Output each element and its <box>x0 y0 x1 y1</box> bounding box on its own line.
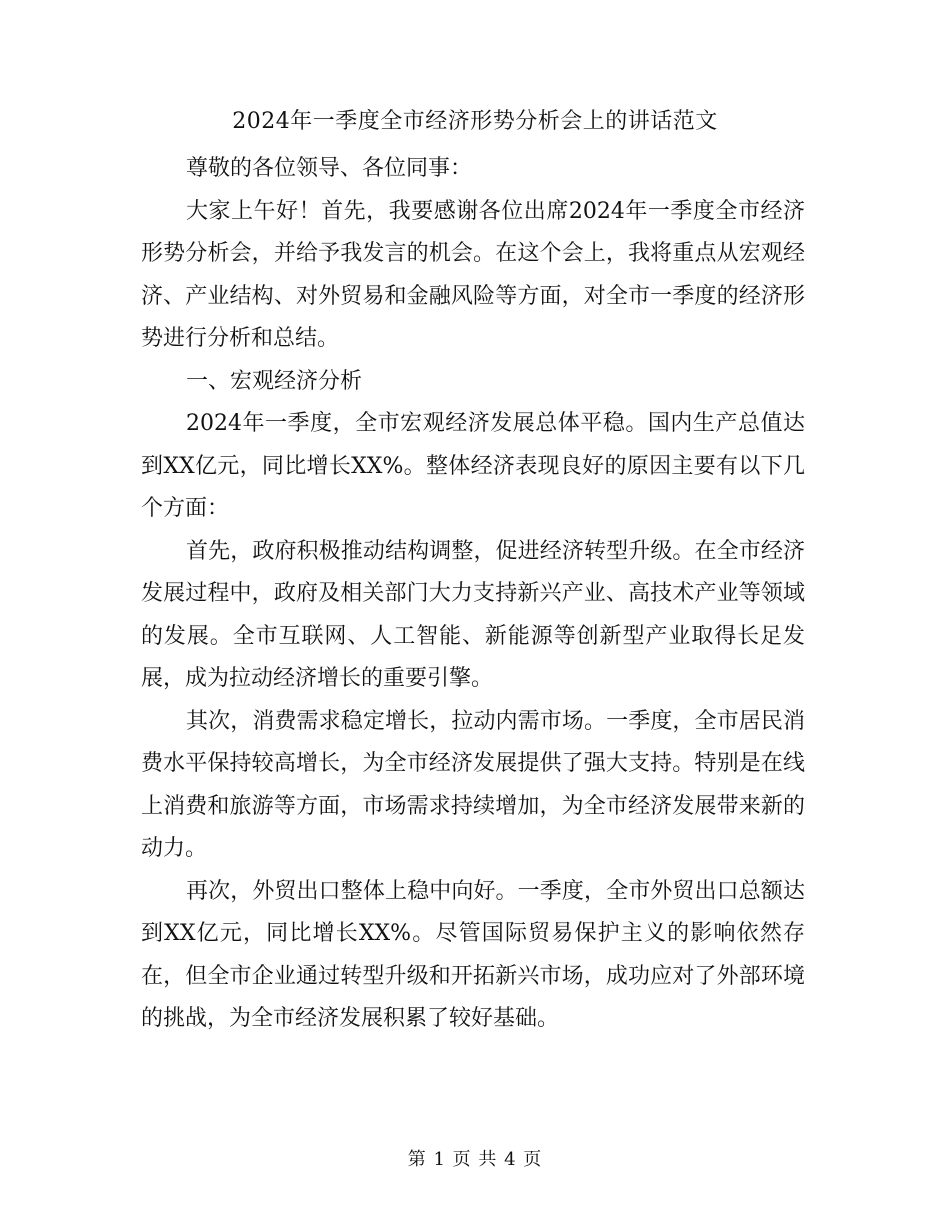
paragraph-second-point: 其次，消费需求稳定增长，拉动内需市场。一季度，全市居民消费水平保持较高增长，为全市经济发展提供了强大支持。特别是在线上消费和旅游等方面，市场需求持续增加，为全市经济发展带来新的动力。 <box>141 708 805 861</box>
document-body <box>141 148 805 1041</box>
salutation: 尊敬的各位领导、各位同事： <box>186 156 473 181</box>
paragraph-first-point: 首先，政府积极推动结构调整，促进经济转型升级。在全市经济发展过程中，政府及相关部门大力支持新兴产业、高技术产业等领域的发展。全市互联网、人工智能、新能源等创新型产业取得长足发展，成为拉动经济增长的重要引擎。 <box>141 538 805 691</box>
paragraph-overview: 2024年一季度，全市宏观经济发展总体平稳。国内生产总值达到XX亿元，同比增长XX%。整体经济表现良好的原因主要有以下几个方面： <box>141 411 805 521</box>
section-heading: 一、宏观经济分析 <box>186 368 363 394</box>
paragraph-third-point: 再次，外贸出口整体上稳中向好。一季度，全市外贸出口总额达到XX亿元，同比增长XX%。尽管国际贸易保护主义的影响依然存在，但全市企业通过转型升级和开拓新兴市场，成功应对了外部环境的挑战，为全市经济发展积累了较好基础。 <box>141 878 805 1031</box>
page-footer: 第 1 页 共 4 页 <box>407 1149 543 1170</box>
paragraph-opening: 大家上午好！首先，我要感谢各位出席2024年一季度全市经济形势分析会，并给予我发言的机会。在这个会上，我将重点从宏观经济、产业结构、对外贸易和金融风险等方面，对全市一季度的经济形势进行分析和总结。 <box>141 198 805 351</box>
document-title: 2024年一季度全市经济形势分析会上的讲话范文 <box>232 109 718 134</box>
